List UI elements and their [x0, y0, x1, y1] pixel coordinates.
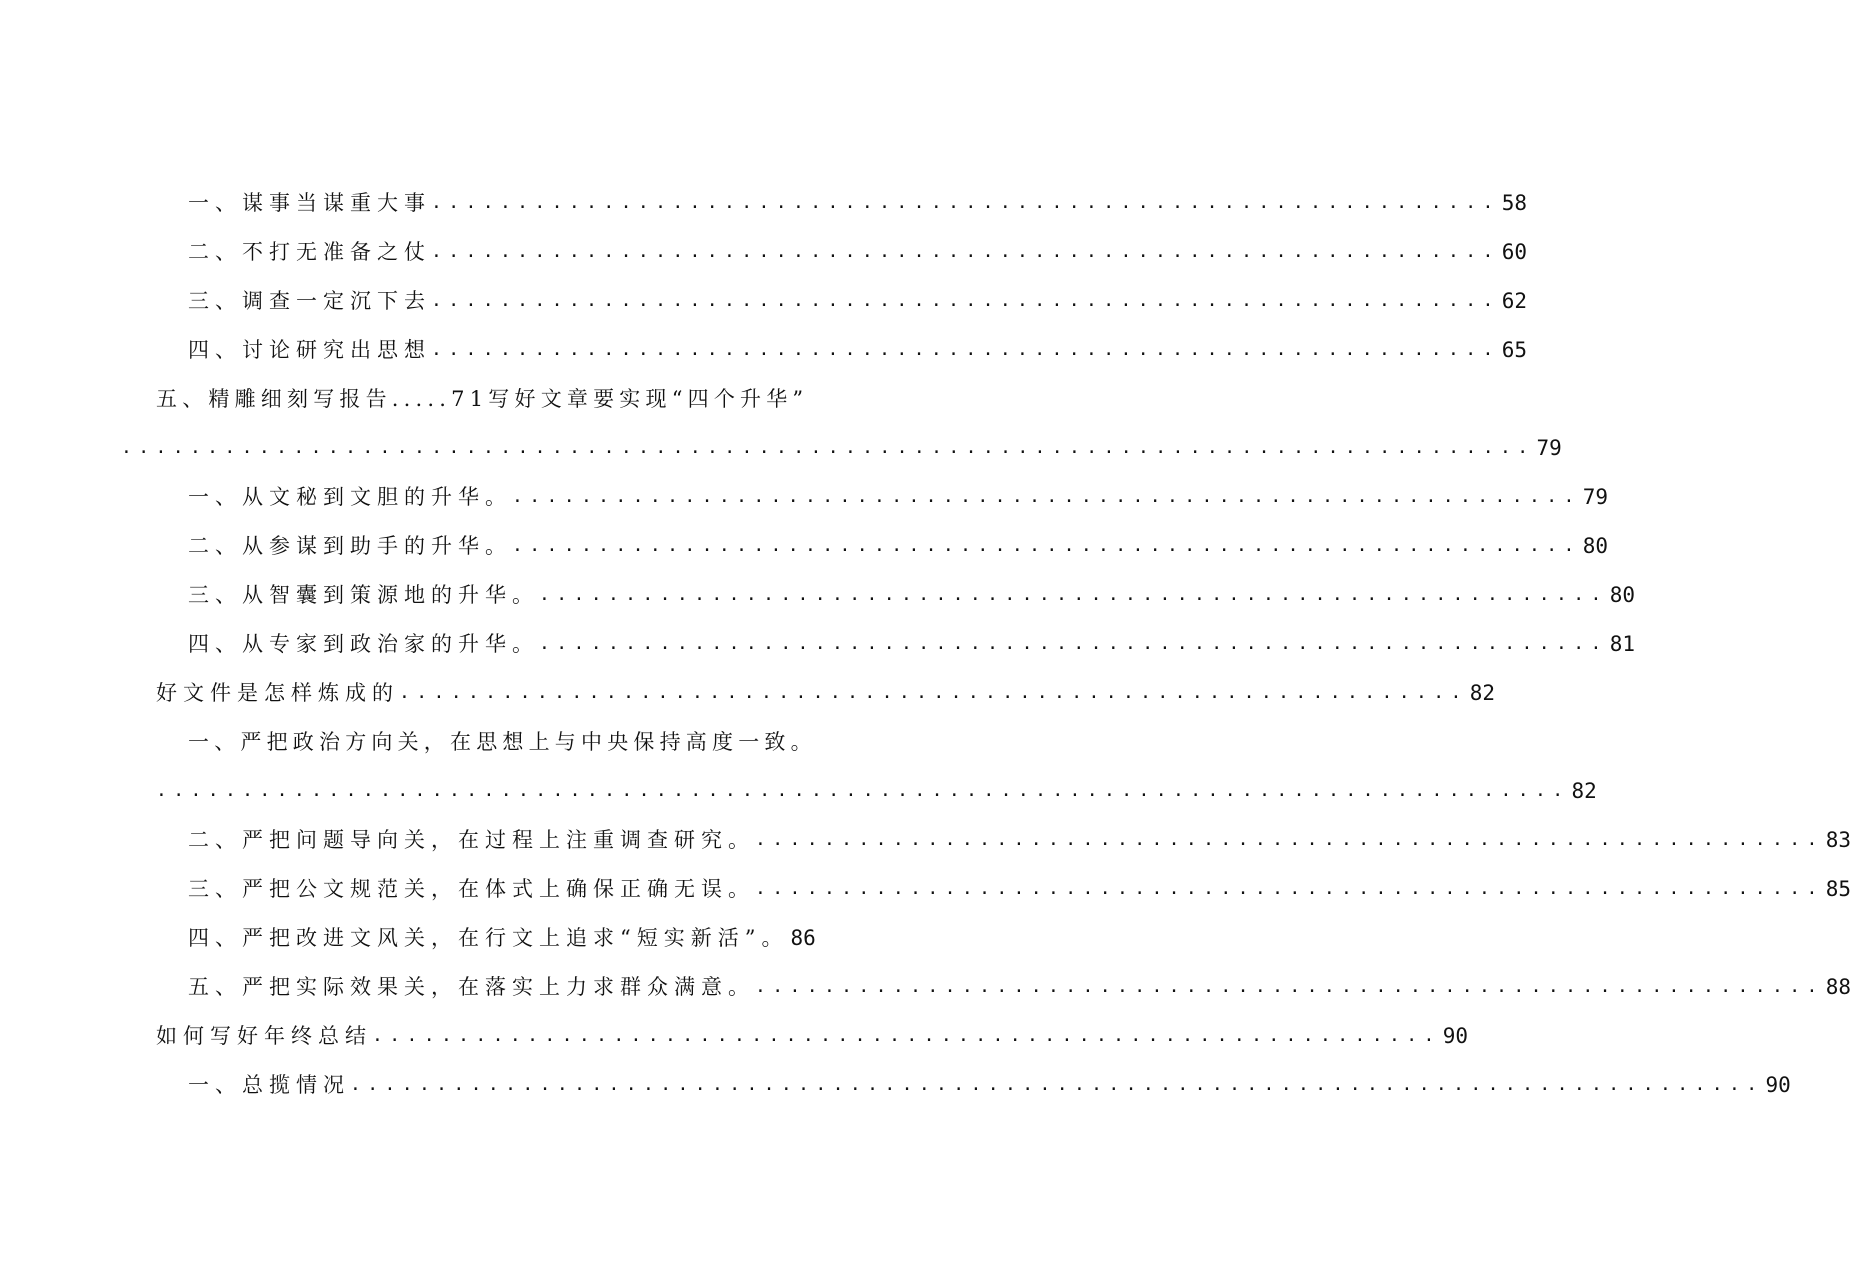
toc-entry: [188, 621, 1635, 656]
toc-dot-leader: ..............................................................: [431, 192, 1500, 213]
toc-entry-title: 五、精雕细刻写报告.....71写好文章要实现“四个升华”: [156, 387, 809, 411]
toc-entry: [188, 964, 1851, 999]
toc-entry: [156, 1013, 1468, 1048]
toc-entry-title: 一、总揽情况: [188, 1073, 350, 1097]
toc-entry-continuation: [156, 768, 1597, 803]
toc-entry-title: 三、严把公文规范关，在体式上确保正确无误。: [188, 877, 755, 901]
toc-entry-page: 60: [1501, 240, 1527, 264]
toc-entry: [188, 474, 1608, 509]
toc-dot-leader: ..............................................................: [431, 241, 1500, 262]
toc-entry-page: 80: [1582, 534, 1608, 558]
toc-entry: [188, 866, 1851, 901]
toc-entry-title: 三、调查一定沉下去: [188, 289, 431, 313]
toc-entry-page: 81: [1609, 632, 1635, 656]
toc-dot-leader: ..............................................................: [399, 682, 1468, 703]
toc-entry-page: 90: [1442, 1024, 1468, 1048]
toc-dot-leader: ..............................................................: [512, 535, 1581, 556]
toc-entry-page: 86: [790, 926, 816, 950]
toc-entry-title: 一、谋事当谋重大事: [188, 191, 431, 215]
toc-entry-page: 80: [1609, 583, 1635, 607]
toc-entry-title: 二、不打无准备之仗: [188, 240, 431, 264]
toc-entry-page: 82: [1469, 681, 1495, 705]
toc-dot-leader: ..................................................................................: [350, 1074, 1764, 1095]
toc-entry: [188, 915, 816, 950]
toc-dot-leader: ..............................................................: [755, 829, 1824, 850]
toc-entry: [188, 719, 817, 754]
toc-entry-page: 90: [1765, 1073, 1791, 1097]
toc-dot-leader: ..............................................................: [539, 633, 1608, 654]
toc-entry-title: 二、从参谋到助手的升华。: [188, 534, 512, 558]
toc-entry-page: 85: [1825, 877, 1851, 901]
toc-entry: [188, 180, 1527, 215]
toc-entry-title: 五、严把实际效果关，在落实上力求群众满意。: [188, 975, 755, 999]
toc-entry-title: 好文件是怎样炼成的: [156, 681, 399, 705]
toc-entry-page: 88: [1825, 975, 1851, 999]
toc-entry-title: 三、从智囊到策源地的升华。: [188, 583, 539, 607]
toc-dot-leader: ..............................................................: [755, 976, 1824, 997]
toc-entry: [156, 670, 1495, 705]
toc-entry: [188, 817, 1851, 852]
toc-dot-leader: ..............................................................: [512, 486, 1581, 507]
toc-entry-title: 四、从专家到政治家的升华。: [188, 632, 539, 656]
toc-entry-title: 一、从文秘到文胆的升华。: [188, 485, 512, 509]
toc-dot-leader: ..................................................................................: [121, 437, 1535, 458]
toc-dot-leader: ..............................................................: [755, 878, 1824, 899]
toc-entry-page: 58: [1501, 191, 1527, 215]
toc-entry-page: 79: [1582, 485, 1608, 509]
toc-entry: [188, 278, 1527, 313]
toc-entry-page: 79: [1536, 436, 1562, 460]
toc-dot-leader: ..............................................................: [539, 584, 1608, 605]
toc-entry-page: 82: [1571, 779, 1597, 803]
toc-entry-title: 二、严把问题导向关，在过程上注重调查研究。: [188, 828, 755, 852]
toc-entry: [188, 572, 1635, 607]
toc-entry: [188, 1062, 1791, 1097]
toc-entry-page: 83: [1825, 828, 1851, 852]
toc-entry-title: 一、严把政治方向关，在思想上与中央保持高度一致。: [188, 730, 817, 754]
toc-entry-title: 四、讨论研究出思想: [188, 338, 431, 362]
toc-entry: [188, 229, 1527, 264]
toc-dot-leader: ..............................................................: [431, 339, 1500, 360]
toc-entry: [188, 523, 1608, 558]
toc-dot-leader: ..............................................................: [431, 290, 1500, 311]
toc-entry: [156, 376, 809, 411]
toc-entry-title: 四、严把改进文风关，在行文上追求“短实新活”。: [188, 926, 789, 950]
toc-dot-leader: ..............................................................: [372, 1025, 1441, 1046]
toc-entry-page: 62: [1501, 289, 1527, 313]
toc-entry-continuation: [121, 425, 1562, 460]
toc-entry-page: 65: [1501, 338, 1527, 362]
toc-dot-leader: ..................................................................................: [156, 780, 1570, 801]
toc-entry-title: 如何写好年终总结: [156, 1024, 372, 1048]
toc-entry: [188, 327, 1527, 362]
